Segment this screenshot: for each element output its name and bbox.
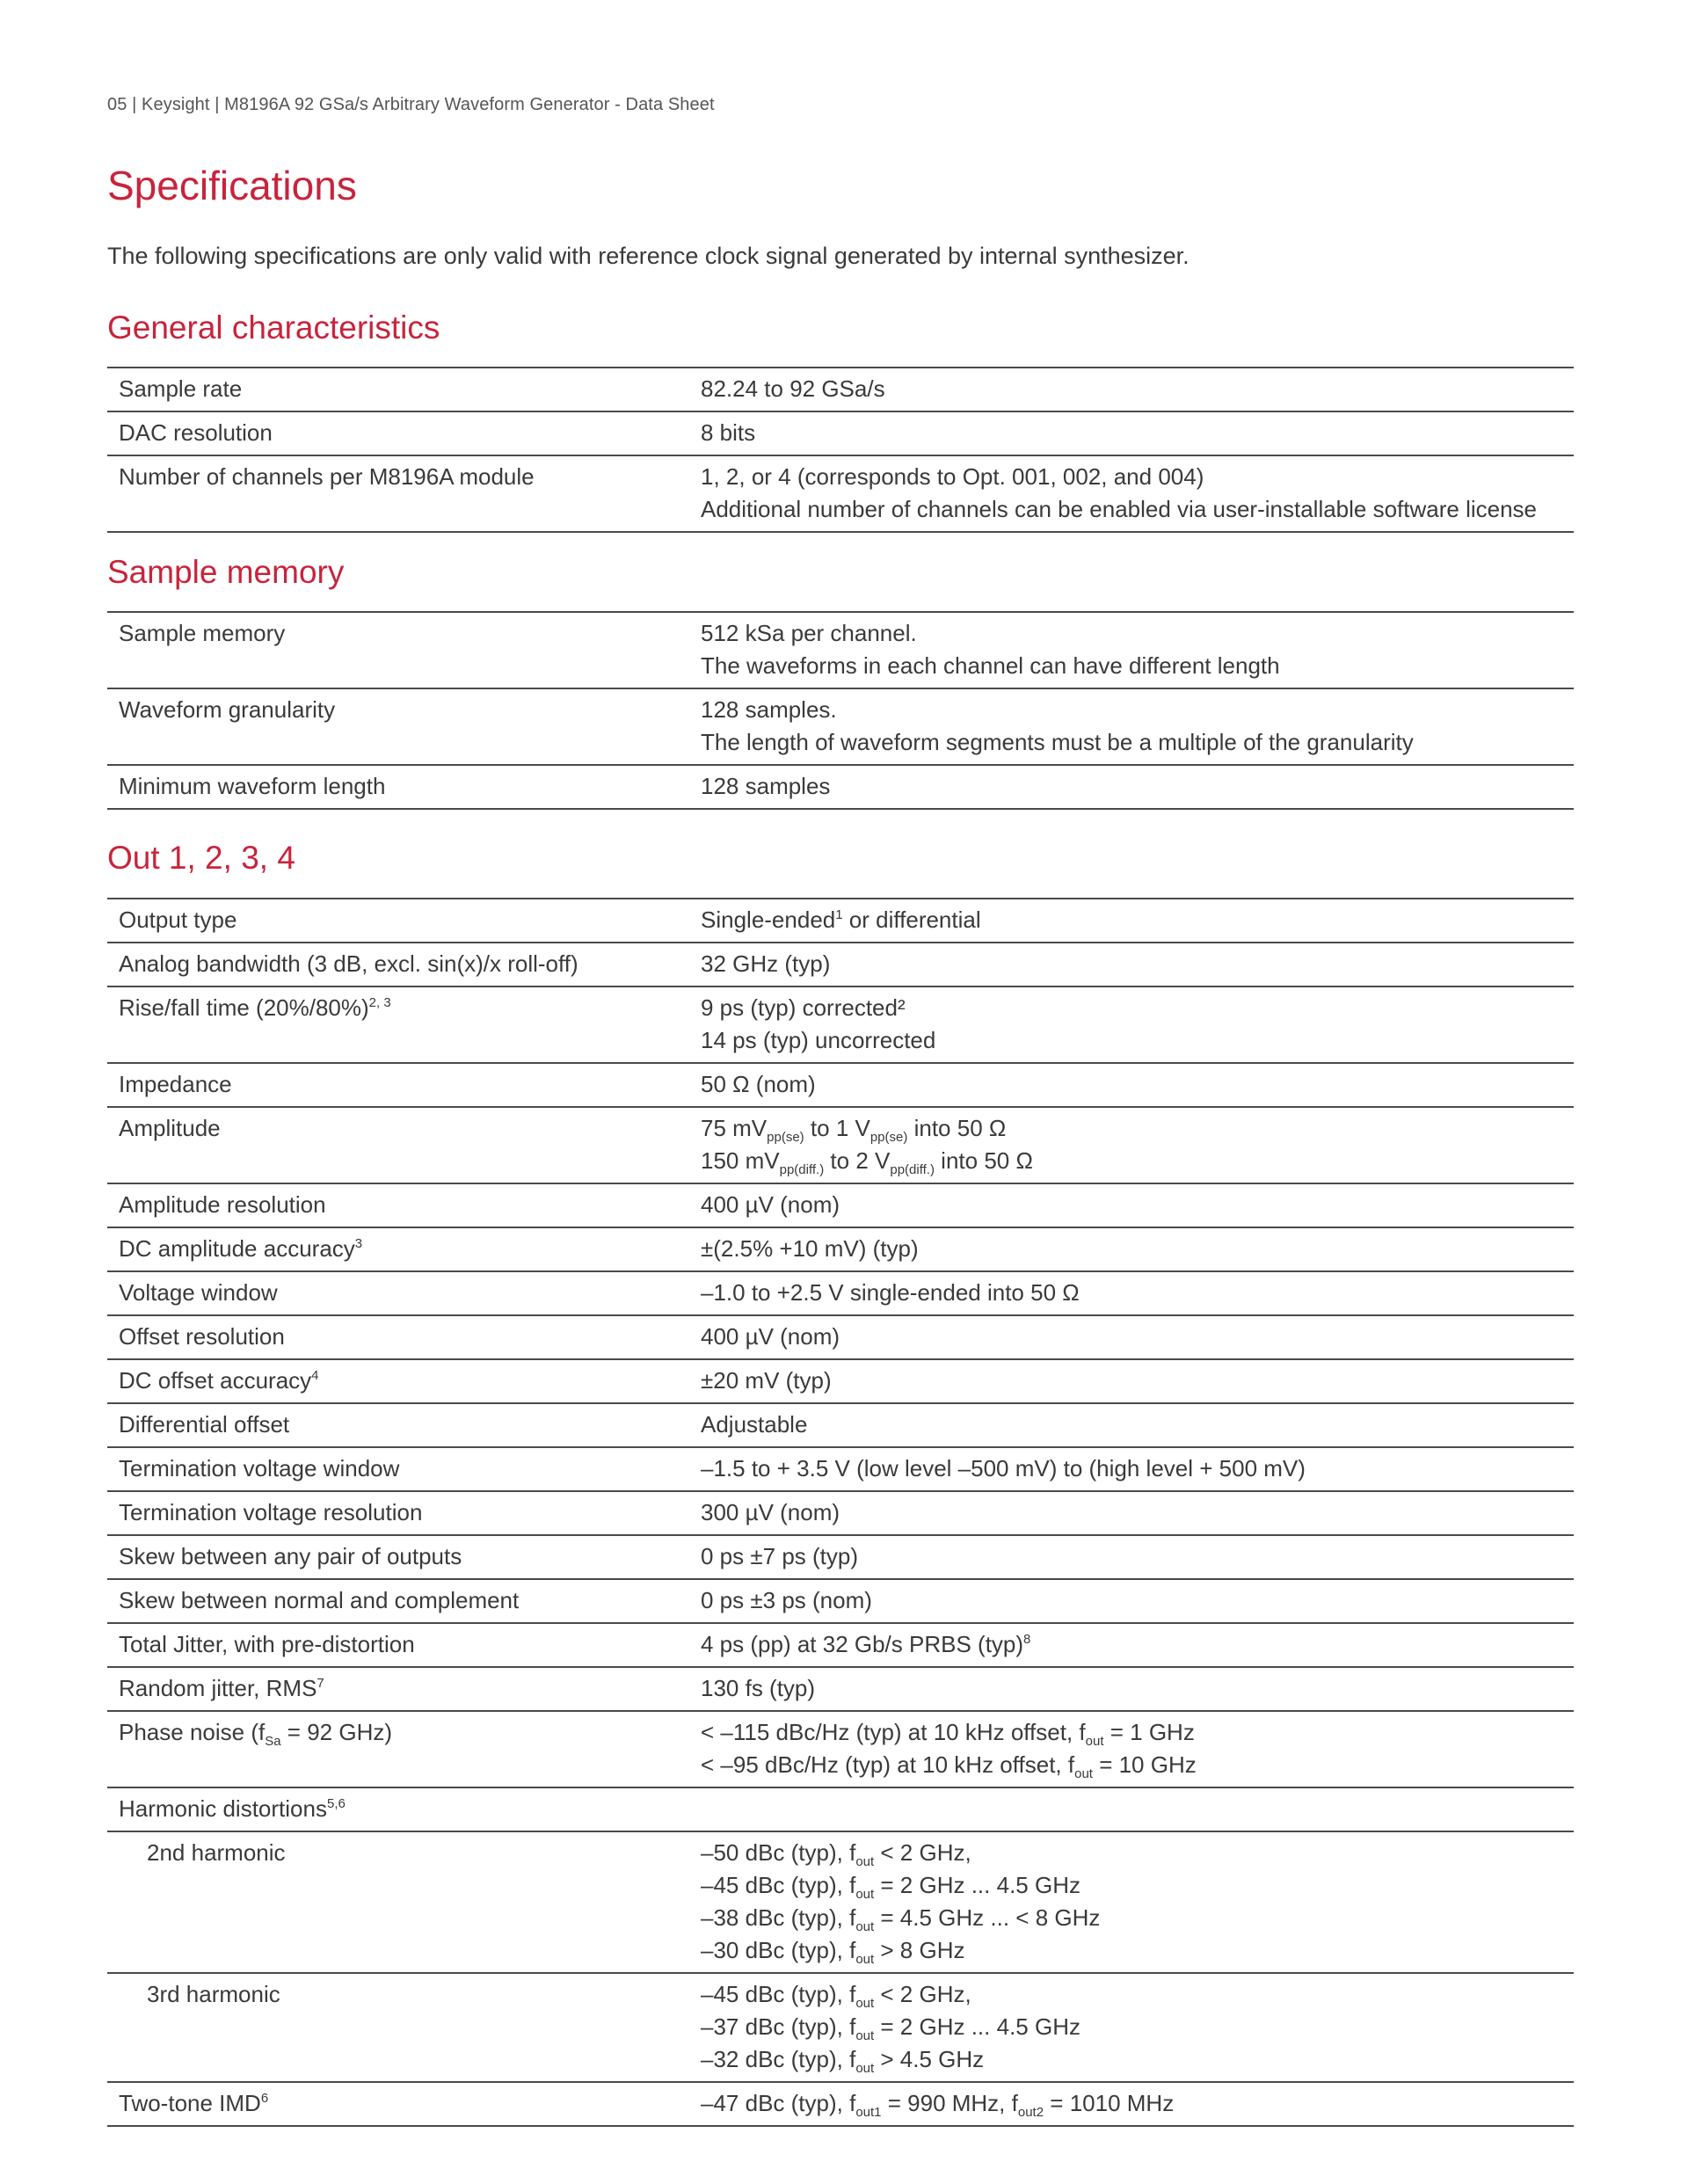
table-row	[107, 1579, 1574, 1623]
section-title-out: Out 1, 2, 3, 4	[107, 840, 295, 876]
memory-table	[107, 611, 1574, 810]
running-header: 05 | Keysight | M8196A 92 GSa/s Arbitrary Waveform Generator - Data Sheet	[107, 95, 715, 114]
table-row	[107, 455, 1574, 532]
table-row	[107, 612, 1574, 688]
row-label: Random jitter, RMS$^7$	[119, 1675, 324, 1701]
row-label: Termination voltage resolution	[119, 1499, 423, 1525]
row-value: Single-ended$^1$ or differential	[701, 906, 981, 933]
table-row	[107, 986, 1574, 1063]
table-row	[107, 1491, 1574, 1535]
row-value: –50 dBc (typ), $f_{out} < 2$ GHz, –45 dBc (typ), $f_{out} = 2$ GHz ... 4.5 GHz –38 dBc (typ), $f_{out} = 4.5$ GHz ... < 8 GHz –30 dBc (typ), $f_{out} > 8$ GHz	[701, 1839, 1101, 1967]
row-label: DAC resolution	[119, 419, 273, 446]
row-label: DC amplitude accuracy$^3$	[119, 1235, 363, 1262]
row-value: 50 Ω (nom)	[701, 1071, 816, 1097]
table-row	[107, 1623, 1574, 1667]
table-row	[107, 1973, 1574, 2082]
row-label: Analog bandwidth (3 dB, excl. sin(x)/x roll-off)	[119, 950, 578, 977]
row-label: Output type	[119, 906, 237, 933]
row-value: –47 dBc (typ), $f_{out1} = 990$ MHz, $f_{out2} = 1010$ MHz	[701, 2090, 1175, 2120]
row-value: 400 µV (nom)	[701, 1323, 840, 1350]
row-value: 0 ps ±7 ps (typ)	[701, 1543, 859, 1569]
row-label: Amplitude	[119, 1115, 221, 1141]
section-title-memory: Sample memory	[107, 554, 345, 590]
table-row	[107, 1227, 1574, 1271]
row-value: Adjustable	[701, 1411, 808, 1438]
row-value: –45 dBc (typ), $f_{out} < 2$ GHz, –37 dBc (typ), $f_{out} = 2$ GHz ... 4.5 GHz –32 dBc (typ), $f_{out} > 4.5$ GHz	[701, 1981, 1080, 2076]
table-row	[107, 1063, 1574, 1107]
row-label: Two-tone IMD$^6$	[119, 2090, 269, 2116]
out-table	[107, 898, 1574, 2127]
row-value: –1.0 to +2.5 V single-ended into 50 Ω	[701, 1279, 1080, 1306]
row-value: 128 samples	[701, 773, 831, 799]
row-label: Sample rate	[119, 375, 243, 402]
row-label: Sample memory	[119, 620, 286, 646]
table-row	[107, 1447, 1574, 1491]
row-value: 4 ps (pp) at 32 Gb/s PRBS (typ)$^8$	[701, 1631, 1031, 1657]
table-row	[107, 688, 1574, 765]
row-label: Amplitude resolution	[119, 1191, 326, 1218]
row-value: 75 $mV_{pp(se)}$ to 1 $V_{pp(se)}$ into 50 Ω 150 $mV_{pp(diff.)}$ to 2 $V_{pp(diff.)}$ into 50 Ω	[701, 1115, 1033, 1177]
row-label: Waveform granularity	[119, 696, 336, 723]
row-value: 0 ps ±3 ps (nom)	[701, 1587, 872, 1613]
row-value: 32 GHz (typ)	[701, 950, 831, 977]
row-value: –1.5 to + 3.5 V (low level –500 mV) to (high level + 500 mV)	[701, 1455, 1306, 1481]
table-row	[107, 411, 1574, 455]
row-label: Impedance	[119, 1071, 232, 1097]
row-value: 130 fs (typ)	[701, 1675, 816, 1701]
table-row	[107, 2082, 1574, 2126]
table-row	[107, 1711, 1574, 1787]
intro-text: The following specifications are only valid with reference clock signal generated by internal synthesizer.	[107, 243, 1190, 269]
row-label: Skew between normal and complement	[119, 1587, 520, 1613]
row-label: Differential offset	[119, 1411, 290, 1438]
row-value: 1, 2, or 4 (corresponds to Opt. 001, 002, and 004) Additional number of channels can be enabled via user-installable software license	[701, 463, 1538, 522]
table-row	[107, 1831, 1574, 1973]
row-label: Phase noise ($f_{Sa} = 92$ GHz)	[119, 1719, 393, 1749]
table-row	[107, 765, 1574, 809]
row-label: Minimum waveform length	[119, 773, 386, 799]
row-label: Harmonic distortions$^{5,6}$	[119, 1795, 346, 1822]
row-value	[701, 1787, 1574, 1831]
row-label: Offset resolution	[119, 1323, 285, 1350]
table-row	[107, 368, 1574, 411]
table-row	[107, 1315, 1574, 1359]
row-value: 8 bits	[701, 419, 756, 446]
table-row	[107, 1535, 1574, 1579]
row-value: ±(2.5% +10 mV) (typ)	[701, 1235, 919, 1262]
row-label: Voltage window	[119, 1279, 278, 1306]
row-value: 9 ps (typ) corrected² 14 ps (typ) uncorrected	[701, 994, 936, 1053]
row-value: 400 µV (nom)	[701, 1191, 840, 1218]
table-row	[107, 1183, 1574, 1227]
row-value: 82.24 to 92 GSa/s	[701, 375, 885, 402]
row-label: Rise/fall time $(20\%/80\%)^{2, 3}$	[119, 994, 391, 1021]
table-row	[107, 1403, 1574, 1447]
table-row	[107, 1359, 1574, 1403]
row-label: Skew between any pair of outputs	[119, 1543, 462, 1569]
row-value: ±20 mV (typ)	[701, 1367, 832, 1394]
table-row	[107, 1787, 1574, 1831]
table-row	[107, 899, 1574, 943]
section-title-general: General characteristics	[107, 309, 440, 346]
row-label: Termination voltage window	[119, 1455, 400, 1481]
table-row	[107, 1667, 1574, 1711]
table-row	[107, 943, 1574, 986]
row-label: DC offset accuracy$^4$	[119, 1367, 319, 1394]
row-label: Number of channels per M8196A module	[119, 463, 535, 490]
row-label: Total Jitter, with pre-distortion	[119, 1631, 415, 1657]
page-title: Specifications	[107, 163, 357, 208]
row-value: 300 µV (nom)	[701, 1499, 840, 1525]
row-value: 128 samples. The length of waveform segments must be a multiple of the granularity	[701, 696, 1414, 755]
general-table	[107, 367, 1574, 533]
table-row	[107, 1271, 1574, 1315]
row-label: 2nd harmonic	[147, 1839, 286, 1866]
row-label: 3rd harmonic	[147, 1981, 280, 2007]
row-value: 512 kSa per channel. The waveforms in each channel can have different length	[701, 620, 1280, 679]
table-row	[107, 1107, 1574, 1183]
row-value: < –115 dBc/Hz (typ) at 10 kHz offset, $f_{out} = 1$ GHz < –95 dBc/Hz (typ) at 10 kHz offset, $f_{out} = 10$ GHz	[701, 1719, 1197, 1781]
